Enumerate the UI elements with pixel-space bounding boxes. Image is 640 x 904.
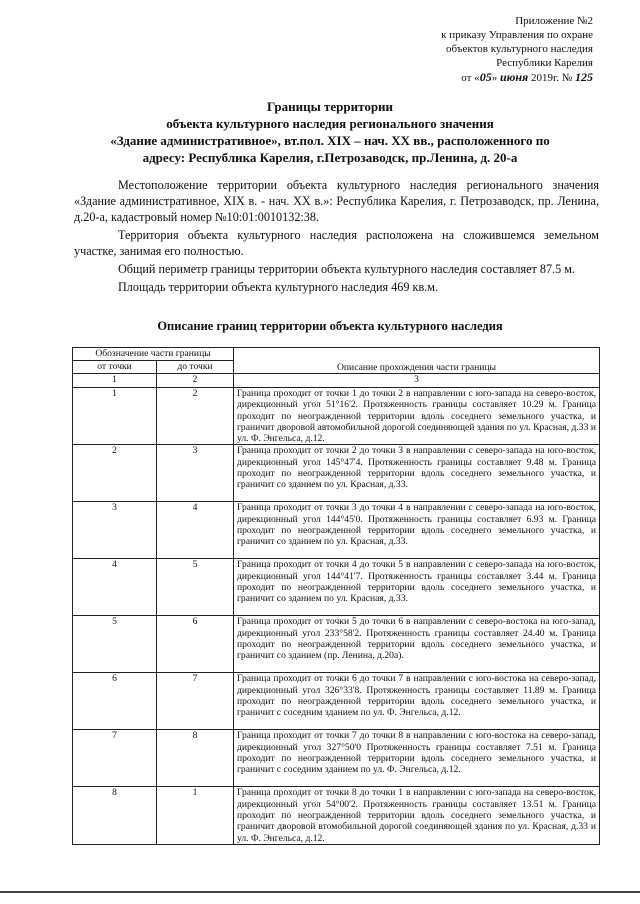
to-point: 2 xyxy=(157,388,234,445)
paragraph-area: Площадь территории объекта культурного наследия 469 кв.м. xyxy=(118,280,439,295)
to-point: 1 xyxy=(157,787,234,844)
table-row xyxy=(73,673,600,730)
appendix-date xyxy=(353,70,593,85)
group-header: Обозначение части границы xyxy=(73,348,234,361)
table-row xyxy=(73,787,600,844)
segment-description: Граница проходит от точки 2 до точки 3 в направлении с северо-запада на юго-восток, дирекционный угол 145°47'4. Протяженность границы составляет 9.48 м. Граница проходит по неогражденной территории вдоль соседнего земельного участка, и граничит со зданием по ул. Красная, д.33. xyxy=(234,445,600,502)
segment-description: Граница проходит от точки 6 до точки 7 в направлении с юго-востока на северо-запад, дирекционный угол 326°33'8. Протяженность границы составляет 11.89 м. Граница проходит по неогражденной территории вдоль соседнего земельного участка, и граничит с соседним зданием по ул. Ф. Энгельса, д.12. xyxy=(234,673,600,730)
appendix-line: к приказу Управления по охране xyxy=(441,29,593,41)
from-point: 7 xyxy=(73,730,157,787)
segment-description: Граница проходит от точки 8 до точки 1 в направлении с юго-запада на северо-восток, дирекционный угол 54°00'2. Протяженность границы составляет 13.51 м. Граница проходит по неогражденной территории вдоль соседнего земельного участка, и граничит дворовой втомобильной дорогой соединяющей здания по ул. Красная, д.33 и ул. Ф. Энгельса, д.12. xyxy=(234,787,600,844)
from-point: 1 xyxy=(73,388,157,445)
column-number: 1 xyxy=(73,374,157,388)
table-title: Описание границ территории объекта культурного наследия xyxy=(157,319,503,333)
from-point: 8 xyxy=(73,787,157,844)
paragraph-territory: Территория объекта культурного наследия расположена на сложившемся земельном участке, занимая его полностью. xyxy=(74,227,599,258)
column-number: 2 xyxy=(157,374,234,388)
title-line: Границы территории xyxy=(266,99,394,114)
description-header: Описание прохождения части границы xyxy=(234,348,600,374)
to-point: 4 xyxy=(157,502,234,559)
table-row xyxy=(73,559,600,616)
appendix-line: объектов культурного наследия xyxy=(446,43,593,55)
document-title xyxy=(60,98,600,166)
title-line: объекта культурного наследия регионального значения xyxy=(166,116,494,131)
date-year: 2019г. № xyxy=(528,72,575,84)
from-point-header: от точки xyxy=(73,361,157,374)
borders-table xyxy=(72,347,600,845)
date-mid: » xyxy=(491,72,500,84)
to-point: 6 xyxy=(157,616,234,673)
date-day: 05 xyxy=(479,70,492,84)
date-month: июня xyxy=(499,70,529,84)
table-row xyxy=(73,730,600,787)
from-point: 4 xyxy=(73,559,157,616)
title-line: адресу: Республика Карелия, г.Петрозаводск, пр.Ленина, д. 20-а xyxy=(142,150,518,165)
order-number: 125 xyxy=(575,70,593,84)
from-point: 2 xyxy=(73,445,157,502)
body-text xyxy=(74,177,599,296)
column-number-row xyxy=(73,374,600,388)
segment-description: Граница проходит от точки 4 до точки 5 в направлении с северо-запада на юго-восток, дирекционный угол 144°41'7. Протяженность границы составляет 3.44 м. Граница проходит по неогражденной территории вдоль соседнего земельного участка, и граничит со зданием по ул. Красная, д.33. xyxy=(234,559,600,616)
to-point: 3 xyxy=(157,445,234,502)
segment-description: Граница проходит от точки 1 до точки 2 в направлении с юго-запада на северо-восток, дирекционный угол 51°16'2. Протяженность границы составляет 10.29 м. Граница проходит по неогражденной территории вдоль соседнего земельного участка, и граничит дворовой автомобильной дорогой соединяющей здания по ул. Красная, д.33 и ул. Ф. Энгельса, д.12. xyxy=(234,388,600,445)
table-row xyxy=(73,616,600,673)
from-point: 6 xyxy=(73,673,157,730)
title-line: «Здание административное», вт.пол. XIX – нач. XX вв., расположенного по xyxy=(110,133,550,148)
from-point: 3 xyxy=(73,502,157,559)
segment-description: Граница проходит от точки 5 до точки 6 в направлении с северо-востока на юго-запад, дирекционный угол 233°58'2. Протяженность границы составляет 24.40 м. Граница проходит по неогражденной территории вдоль соседнего земельного участка, и граничит со зданием (пр. Ленина, д.20а). xyxy=(234,616,600,673)
to-point-header: до точки xyxy=(157,361,234,374)
paragraph-location: Местоположение территории объекта культурного наследия регионального значения «Здание административное, XIX в. - нач. XX в.»: Республика Карелия, г. Петрозаводск, пр. Ленина, д.20-а, кадастровый номер №10:01:0010132:38. xyxy=(74,178,599,225)
table-row xyxy=(73,502,600,559)
table-row xyxy=(73,445,600,502)
column-number: 3 xyxy=(234,374,600,388)
to-point: 7 xyxy=(157,673,234,730)
date-prefix: от « xyxy=(461,72,480,84)
table-row xyxy=(73,388,600,445)
to-point: 8 xyxy=(157,730,234,787)
scan-edge-line xyxy=(0,891,640,893)
appendix-line: Республики Карелия xyxy=(496,57,593,69)
paragraph-perimeter: Общий периметр границы территории объекта культурного наследия составляет 87.5 м. xyxy=(118,262,575,277)
segment-description: Граница проходит от точки 7 до точки 8 в направлении с юго-востока на северо-запад, дирекционный угол 327°50'0 Протяженность границы составляет 7.51 м. Граница проходит по неогражденной территории вдоль соседнего земельного участка, и граничит с соседним зданием по ул. Ф. Энгельса, д.12. xyxy=(234,730,600,787)
from-point: 5 xyxy=(73,616,157,673)
segment-description: Граница проходит от точки 3 до точки 4 в направлении с северо-запада на юго-восток, дирекционный угол 144°45'0. Протяженность границы составляет 6.93 м. Граница проходит по неогражденной территории вдоль соседнего земельного участка, и граничит со зданием по ул. Красная, д.33. xyxy=(234,502,600,559)
appendix-header xyxy=(353,14,593,85)
appendix-line: Приложение №2 xyxy=(515,15,593,27)
table-header-row xyxy=(73,348,600,361)
to-point: 5 xyxy=(157,559,234,616)
